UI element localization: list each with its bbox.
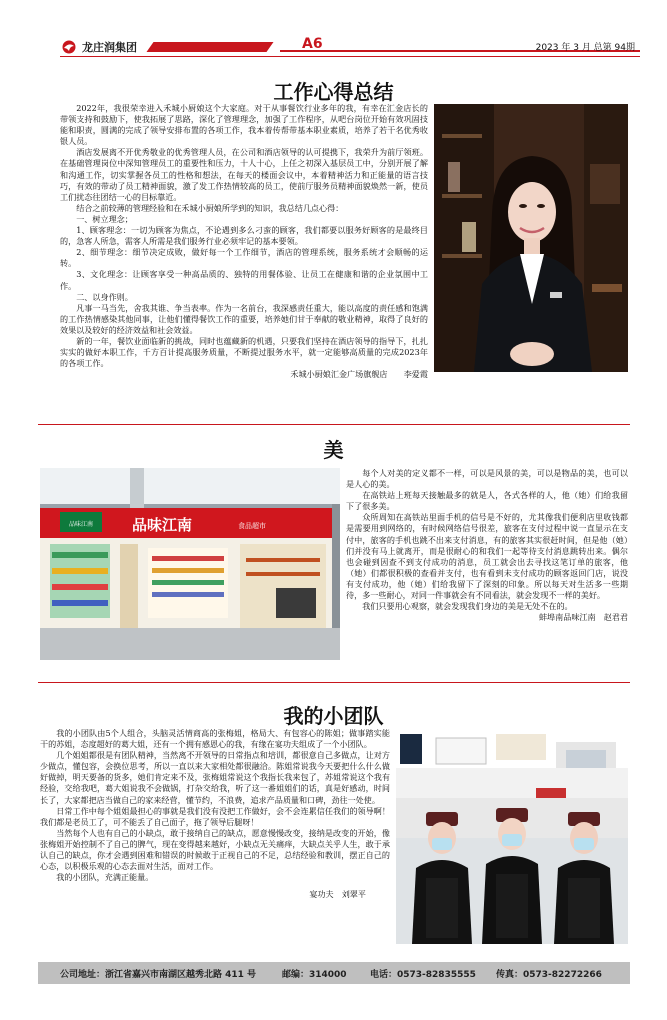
article1-paragraph: 酒店发展离不开优秀敬业的优秀管理人员，在公司和酒店领导的认可提携下，我荣升为前厅领班。在基础管理岗位中深知管理员工的重要性和压力，十人十心，上任之初深入基层员工中，分别开展了解和沟通工作，切实掌握各员工的性格和想法，在每天的楼面会议中，本着精神活力和正能量的语言技巧，有效的带动了员工精神面貌，激了发工作热情较高的员工，使前厅服务员精神面貌焕然一新，使员工们扰态往团结一心的目标靠近。 — [60, 147, 428, 202]
masthead — [0, 0, 667, 64]
article2-paragraph: 每个人对美的定义都不一样，可以是风景的美，可以是物品的美，也可以是人心的美。 — [346, 468, 628, 490]
issue-info: 2023 年 3 月 总第 94期 — [535, 43, 635, 53]
article1-paragraph: 3、文化理念：让顾客享受一种高品质的、独特的用餐体验、让员工在健康和谐的企业氛围中工作。 — [60, 269, 428, 291]
header-red-band — [146, 42, 273, 52]
footer-fax: 传真：0573-82272266 — [496, 970, 602, 980]
article1-paragraph: 2、细节理念：细节决定成败，做好每一个工作细节，酒店的管理系统，服务系统才会顺畅的运转。 — [60, 247, 428, 269]
article2-body — [346, 468, 628, 623]
article2-store-photo — [40, 468, 340, 660]
article2-paragraph: 在高铁站上班每天接触最多的就是人，各式各样的人，他（她）们给我留下了很多美。 — [346, 490, 628, 512]
article1-body — [60, 103, 428, 380]
article3-title: 我的小团队 — [283, 704, 384, 728]
footer-bar — [38, 962, 630, 984]
article3-paragraph: 我的小团队由5个人组合，头脑灵活情商高的张梅姐，格局大、有包容心的陈姐；做事踏实能干的苏姐，态度超好的葛大姐，还有一个拥有感恩心的我，有缘在宴功夫组成了一个小团队。 — [40, 728, 390, 750]
footer-phone: 电话：0573-82835555 — [370, 970, 476, 980]
article1-paragraph: 1、顾客理念：一切为顾客为焦点，不论遇到多么刁蛮的顾客，我们都要以服务好顾客的是最终目的，急客人所急，需客人所需是我们服务行业必须牢记的基本要领。 — [60, 225, 428, 247]
article1-paragraph: 一、树立理念； — [76, 213, 133, 224]
article2-paragraph: 众所周知在高铁站里面手机的信号是不好的，尤其像我们便利店里收钱都是需要用到网络的，有时候网络信号很差，旅客在支付过程中说一直显示在支付中，旅客的手机也跳不出来支付消息，有的旅客其实很赶时间，但是他（她）们并没有马上就离开，而是很耐心的和我们一起等待支付消息跳转出来。偶尔也会碰到因查不到支付成功的消息，员工就会出去寻找这笔订单的旅客，他（她）们都很积极的查看并支付，也有看到未支付成功的顾客返回门店，说没有支付成功，他（她）们给我留下了深刻的印象。所以每天对生活多一些期待，多一些耐心，对同一件事就会有不同看法，就会发现不一样的美好。 — [346, 512, 628, 601]
article3-body — [40, 728, 390, 900]
page-number: A6 — [302, 36, 323, 52]
article1-portrait-photo — [434, 104, 628, 372]
article2-paragraph: 我们只要用心观察，就会发现我们身边的美是无处不在的。 — [362, 601, 573, 612]
article3-paragraph: 当然每个人也有自己的小缺点，敢于接纳自己的缺点，愿意慢慢改变，接纳是改变的开始，像张梅姐开始控制不了自己的脾气，现在变得越来越好，小缺点无关痛痒，大缺点关乎人生，敢于承认自己的缺点，你才会遇到困难和错误的时候敢于正视自己的不足，总结经验和教训，摆正自己的心态，以积极乐观的心态去面对生活，面对工作。 — [40, 827, 390, 872]
brand-name: 龙庄润集团 — [82, 41, 137, 54]
store-sign-subtext: 食品超市 — [238, 522, 266, 530]
article1-paragraph: 凡事一马当先，舍我其谁、争当表率。作为一名前台，我深感责任重大，能以高度的责任感和饱满的工作热情感染其他同事，让他们懂得餐饮工作的重要，培养她们甘于奉献的敬业精神，取得了良好的效果以及较好的经济效益和社会效益。 — [60, 302, 428, 335]
article3-signature: 宴功夫 刘翠平 — [309, 889, 366, 900]
article3-paragraph: 日常工作中每个姐姐最担心的事就是我们没有没把工作做好，会不会连累信任我们的领导啊！我们都是老员工了，可不能丢了自己面子，拖了领导后腿呀！ — [40, 805, 390, 827]
article3-paragraph: 我的小团队，充满正能量。 — [56, 872, 154, 883]
footer-address: 公司地址：浙江省嘉兴市南湖区越秀北路 411 号 — [60, 970, 257, 980]
article1-paragraph: 新的一年，餐饮业面临新的挑战，同时也蕴藏新的机遇，只要我们坚持在酒店领导的指导下，扎扎实实的做好本职工作，千方百计提高服务质量，不断提过服务水平，就一定能够高质量的完成2023年的各项工作。 — [60, 335, 428, 369]
article1-signature: 禾城小厨娘汇金广场旗舰店 李爱霞 — [290, 369, 428, 380]
store-sign-text: 品味江南 — [131, 516, 193, 534]
section-divider — [38, 424, 630, 425]
article3-team-photo — [396, 728, 628, 944]
article1-paragraph: 二、以身作则。 — [76, 291, 133, 302]
article1-title: 工作心得总结 — [273, 80, 394, 104]
article2-signature: 蚌埠南品味江南 赵君君 — [538, 612, 628, 623]
footer-postcode: 邮编：314000 — [282, 970, 347, 980]
article3-paragraph: 几个姐姐都很是有团队精神，当然离不开领导的日常指点和培训，都很意自己多做点，让对方少做点，懂包容，会换位思考，所以一直以来大家相处都很融洽。陈姐常说我今天要把什么什么做好做掉，明天要备的货多，她们肯定来不及，张梅姐常说这个我指长我来包了，苏姐常说这个我有经验，交给我吧，葛大姐说我不会做锅，打杂交给我，听了这一番姐姐们的话，真是好感动，时间长了，大家都把店当做自己的家来经营，懂节约，不浪费，追求产品质量和口碑，劲往一处使。 — [40, 750, 390, 805]
header-rule-thin — [60, 56, 640, 57]
section-divider — [38, 682, 630, 683]
article1-paragraph: 2022年，我很荣幸进入禾城小厨娘这个大家庭。对于从事餐饮行业多年的我，有幸在汇金店长的带领支持和鼓励下，使我拓展了思路，深化了管理理念，加强了工作程序，从吧台岗位开始有效巩固技能和职责，圆满的完成了领导安排布置的各项工作，我本着传帮带基本职业素质，培养了若干名优秀收银人员。 — [60, 103, 428, 147]
article2-title: 美 — [323, 438, 344, 462]
brand-logo-icon — [60, 40, 78, 54]
article1-paragraph: 结合之前较薄的管理经验和在禾城小厨娘所学到的知识，我总结几点心得： — [76, 202, 344, 213]
store-logo-text: 品味江南 — [68, 521, 94, 528]
